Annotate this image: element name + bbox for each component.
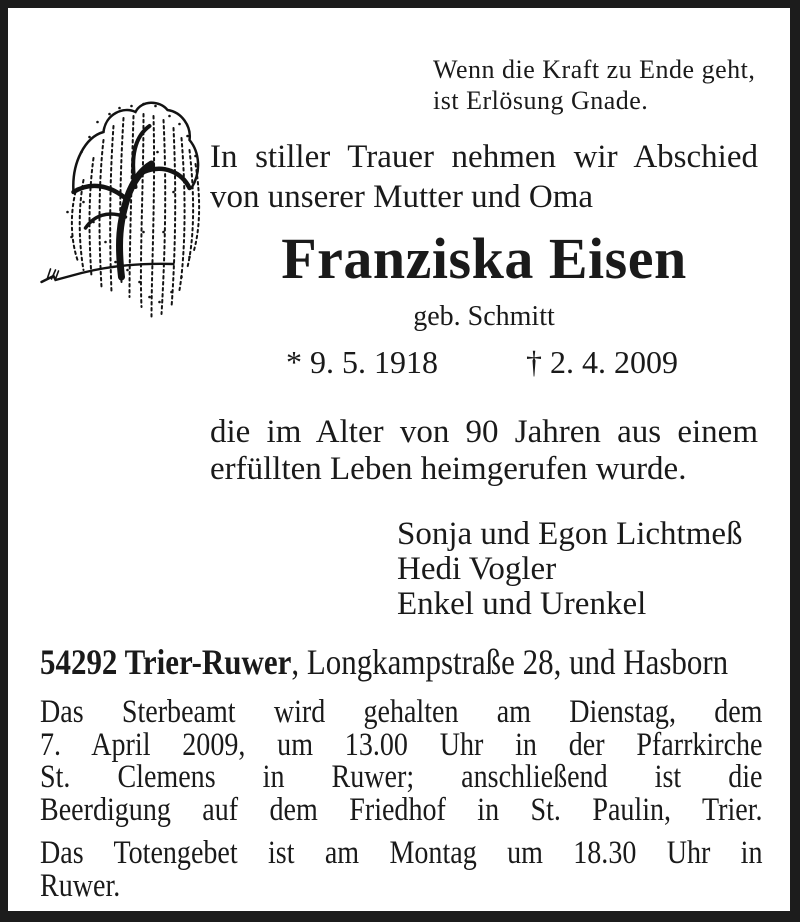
memorial-quote-line-2: ist Erlösung Gnade. <box>433 86 649 115</box>
intro-text <box>210 137 758 217</box>
service-line-3: St. Clemens in Ruwer; anschließend ist die <box>40 759 763 795</box>
life-summary-line-1: die im Alter von 90 Jahren aus einem <box>210 414 758 450</box>
intro-line-2: von unserer Mutter und Oma <box>210 179 594 215</box>
birth-date: * 9. 5. 1918 <box>286 344 438 380</box>
mourner-line-1: Sonja und Egon Lichtmeß <box>397 516 743 552</box>
postal-city: 54292 Trier-Ruwer <box>40 642 292 682</box>
memorial-quote <box>433 54 755 116</box>
mourner-line-2: Hedi Vogler <box>397 551 557 587</box>
life-summary-line-2: erfüllten Leben heimgerufen wurde. <box>210 451 687 487</box>
mourner-line-3: Enkel und Urenkel <box>397 586 647 622</box>
prayer-line-1: Das Totengebet ist am Montag um 18.30 Uhr in <box>40 835 763 871</box>
willow-tree-illustration <box>22 92 210 332</box>
service-announcement <box>40 696 763 826</box>
deceased-name: Franziska Eisen <box>281 226 687 291</box>
service-line-1: Das Sterbeamt wird gehalten am Dienstag, dem <box>40 694 763 730</box>
mourners-list <box>397 517 743 622</box>
intro-line-1: In stiller Trauer nehmen wir Abschied <box>210 139 758 175</box>
address-rest: , Longkampstraße 28, und Hasborn <box>291 642 729 682</box>
maiden-name: geb. Schmitt <box>413 301 555 332</box>
memorial-quote-line-1: Wenn die Kraft zu Ende geht, <box>433 55 756 84</box>
service-line-4: Beerdigung auf dem Friedhof in St. Paulin, Trier. <box>40 791 763 828</box>
prayer-announcement <box>40 837 763 903</box>
service-line-2: 7. April 2009, um 13.00 Uhr in der Pfarrkirche <box>40 726 763 763</box>
address-line <box>40 642 771 682</box>
life-dates <box>210 344 758 384</box>
life-summary <box>210 414 758 488</box>
prayer-line-2: Ruwer. <box>40 868 121 904</box>
death-date: † 2. 4. 2009 <box>526 344 678 380</box>
